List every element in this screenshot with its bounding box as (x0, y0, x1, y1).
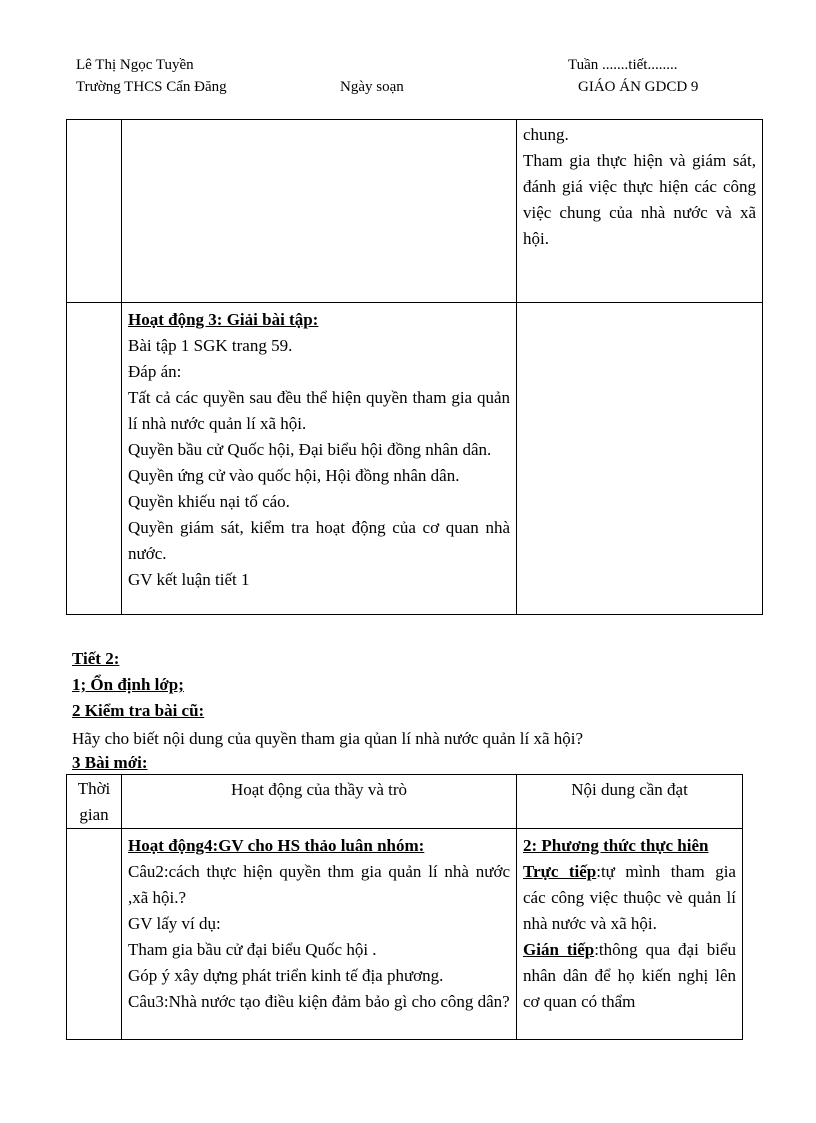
activity-line: Góp ý xây dựng phát triển kinh tế địa phương. (128, 966, 444, 985)
activity-heading: Hoạt động 3: Giải bài tập: (128, 310, 319, 329)
col-activity-header (122, 775, 517, 829)
step-2: 2 Kiểm tra bài cũ: (72, 701, 205, 720)
col-time-label: Thời gian (77, 779, 111, 824)
col-time-header (67, 775, 122, 829)
prep-date-label: Ngày soạn (340, 79, 404, 95)
content-cell (517, 829, 743, 1040)
step-3: 3 Bài mới: (72, 753, 148, 772)
time-cell (67, 829, 122, 1040)
col-activity-label: Hoạt động của thầy và trò (230, 780, 408, 799)
content-cell (517, 120, 763, 303)
lesson-table-1 (66, 119, 763, 615)
activity-heading: Hoạt động4:GV cho HS thảo luân nhóm: (128, 836, 425, 855)
activity-line: Tất cả các quyền sau đều thể hiện quyền tham gia quản lí nhà nước quản lí xã hội. (128, 388, 510, 433)
activity-cell (122, 829, 517, 1040)
activity-line: Đáp án: (128, 362, 182, 381)
time-cell (67, 303, 122, 615)
review-question: Hãy cho biết nội dung của quyền tham gia qủan lí nhà nước quản lí xã hội? (72, 729, 584, 748)
indirect-method (523, 937, 736, 1015)
direct-label: Trực tiếp (523, 862, 597, 881)
lesson-title: Tiết 2: (72, 649, 120, 668)
teacher-name: Lê Thị Ngọc Tuyền (76, 57, 194, 73)
school-name: Trường THCS Cẩn Đăng (76, 79, 227, 95)
plan-title: GIÁO ÁN GDCD 9 (578, 79, 699, 95)
step-1: 1; Ổn định lớp; (72, 675, 184, 694)
activity-line: Quyền giám sát, kiểm tra hoạt động của cơ quan nhà nước. (128, 518, 510, 563)
col-content-header (517, 775, 743, 829)
time-cell (67, 120, 122, 303)
activity-cell (122, 303, 517, 615)
content-heading: 2: Phương thức thực hiên (523, 836, 709, 855)
indirect-label: Gián tiếp (523, 940, 595, 959)
activity-line: Bài tập 1 SGK trang 59. (128, 336, 293, 355)
lesson-table-2 (66, 774, 743, 1040)
col-content-label: Nội dung cần đạt (571, 780, 688, 799)
week-label: Tuần .......tiết........ (568, 57, 678, 73)
activity-line: Quyền khiếu nại tố cáo. (128, 492, 290, 511)
activity-line: Câu2:cách thực hiện quyền thm gia quản lí nhà nước ,xã hội.? (128, 862, 510, 907)
activity-cell (122, 120, 517, 303)
content-line: chung. (523, 125, 569, 144)
activity-line: GV lấy ví dụ: (128, 914, 221, 933)
direct-text: :tự mình tham gia các công việc thuộc vè quản lí nhà nước và xã hội. (523, 862, 736, 933)
activity-line: Quyền bầu cử Quốc hội, Đại biểu hội đồng nhân dân. (128, 440, 492, 459)
activity-line: GV kết luận tiết 1 (128, 570, 250, 589)
content-line: Tham gia thực hiện và giám sát, đánh giá việc thực hiện các công việc chung của nhà nước và xã hội. (523, 151, 756, 248)
indirect-text: :thông qua đại biểu nhân dân để họ kiến nghị lên cơ quan có thẩm (523, 940, 736, 1011)
direct-method (523, 859, 736, 937)
content-cell (517, 303, 763, 615)
activity-line: Tham gia bầu cử đại biểu Quốc hội . (128, 940, 377, 959)
activity-line: Câu3:Nhà nước tạo điều kiện đảm bảo gì cho công dân? (128, 992, 510, 1011)
activity-line: Quyền ứng cử vào quốc hội, Hội đồng nhân dân. (128, 466, 460, 485)
